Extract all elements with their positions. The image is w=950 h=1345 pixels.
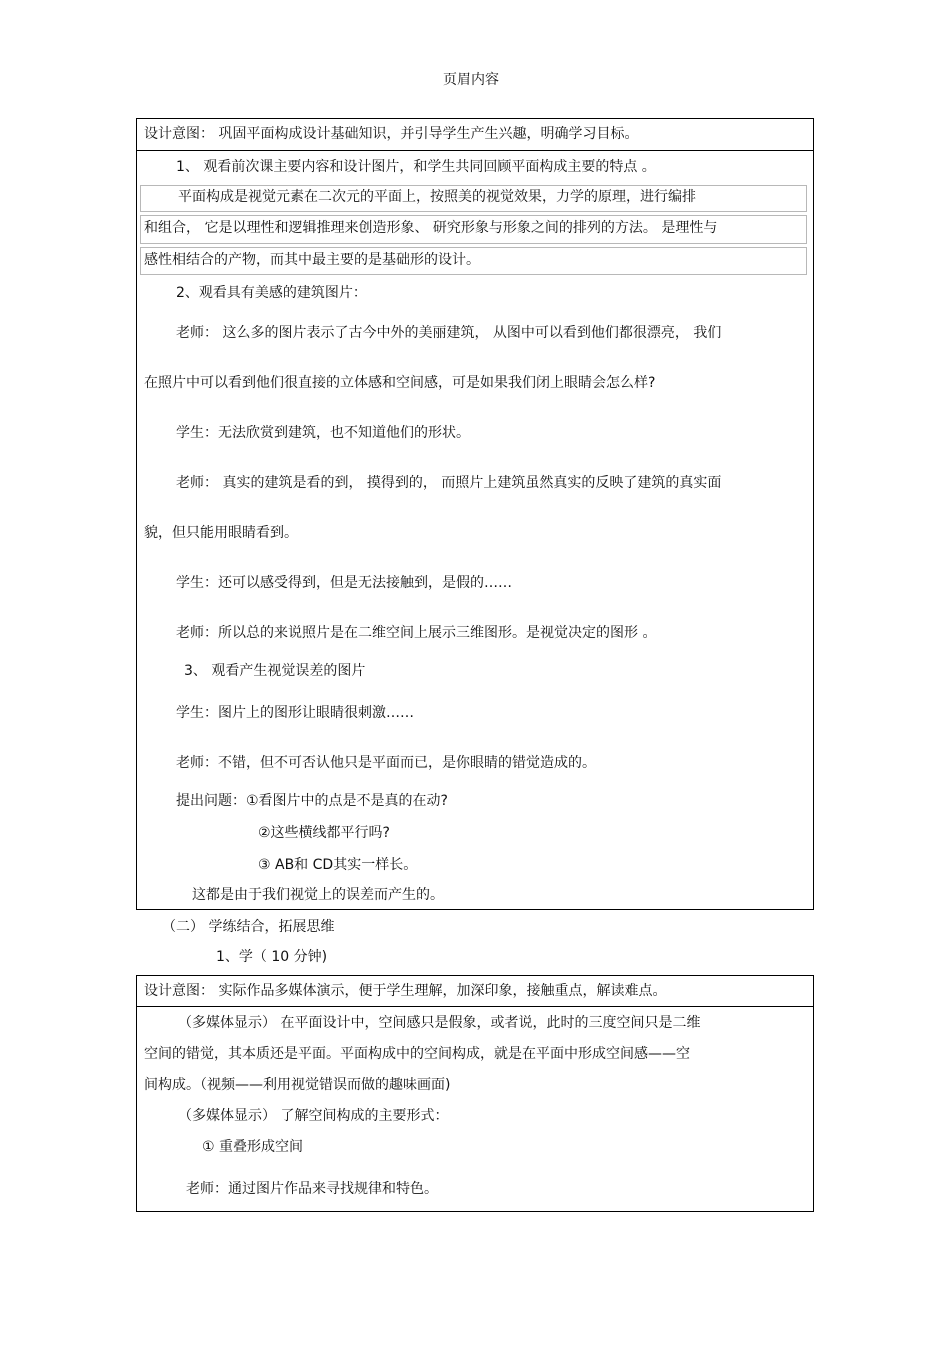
student-line-1: 学生：无法欣赏到建筑，也不知道他们的形状。 xyxy=(176,425,470,441)
definition-line-2: 和组合， 它是以理性和逻辑推理来创造形象、 研究形象与形象之间的排列的方法。 是理性与 xyxy=(144,220,718,236)
student-line-3: 学生：图片上的图形让眼睛很刺激…… xyxy=(176,705,414,721)
multimedia-line-4: （多媒体显示） 了解空间构成的主要形式： xyxy=(178,1108,449,1124)
conclusion-line: 这都是由于我们视觉上的误差而产生的。 xyxy=(192,887,444,903)
teacher-line-1: 老师： 这么多的图片表示了古今中外的美丽建筑， 从图中可以看到他们都很漂亮， 我们 xyxy=(176,325,722,341)
teacher-line-1-cont: 在照片中可以看到他们很直接的立体感和空间感，可是如果我们闭上眼睛会怎么样? xyxy=(144,375,656,391)
review-step-2: 2、观看具有美感的建筑图片： xyxy=(176,285,367,301)
question-1: 提出问题：①看图片中的点是不是真的在动? xyxy=(176,793,448,809)
design-intent-1: 设计意图： 巩固平面构成设计基础知识，并引导学生产生兴趣，明确学习目标。 xyxy=(144,126,639,142)
page-header: 页眉内容 xyxy=(443,72,499,88)
review-step-3: 3、 观看产生视觉误差的图片 xyxy=(184,663,366,679)
teacher-line-3: 老师：所以总的来说照片是在二维空间上展示三维图形。是视觉决定的图形 。 xyxy=(176,625,657,641)
multimedia-line-2: 空间的错觉，其本质还是平面。平面构成中的空间构成，就是在平面中形成空间感——空 xyxy=(144,1046,690,1062)
space-form-1: ① 重叠形成空间 xyxy=(202,1139,304,1155)
multimedia-line-3: 间构成。（视频——利用视觉错误而做的趣味画面) xyxy=(144,1077,451,1093)
definition-line-3: 感性相结合的产物，而其中最主要的是基础形的设计。 xyxy=(144,252,480,268)
definition-line-1: 平面构成是视觉元素在二次元的平面上，按照美的视觉效果，力学的原理，进行编排 xyxy=(178,189,696,205)
table-2-divider xyxy=(136,1006,814,1007)
multimedia-line-1: （多媒体显示） 在平面设计中，空间感只是假象，或者说，此时的三度空间只是二维 xyxy=(178,1015,701,1031)
design-intent-2: 设计意图： 实际作品多媒体演示，便于学生理解，加深印象，接触重点，解读难点。 xyxy=(144,983,667,999)
section-heading: （二） 学练结合，拓展思维 xyxy=(162,919,335,935)
teacher-line-2-cont: 貌，但只能用眼睛看到。 xyxy=(144,525,298,541)
teacher-line-4: 老师：不错，但不可否认他只是平面而已，是你眼睛的错觉造成的。 xyxy=(176,755,596,771)
question-3: ③ AB和 CD其实一样长。 xyxy=(258,857,418,873)
subsection-heading: 1、学（ 10 分钟) xyxy=(216,949,328,965)
teacher-line-5: 老师：通过图片作品来寻找规律和特色。 xyxy=(186,1181,438,1197)
student-line-2: 学生：还可以感受得到，但是无法接触到，是假的…… xyxy=(176,575,512,591)
teacher-line-2: 老师： 真实的建筑是看的到， 摸得到的， 而照片上建筑虽然真实的反映了建筑的真实面 xyxy=(176,475,722,491)
table-1-divider xyxy=(136,150,814,151)
question-2: ②这些横线都平行吗? xyxy=(258,825,390,841)
review-step-1: 1、 观看前次课主要内容和设计图片，和学生共同回顾平面构成主要的特点 。 xyxy=(176,159,656,175)
